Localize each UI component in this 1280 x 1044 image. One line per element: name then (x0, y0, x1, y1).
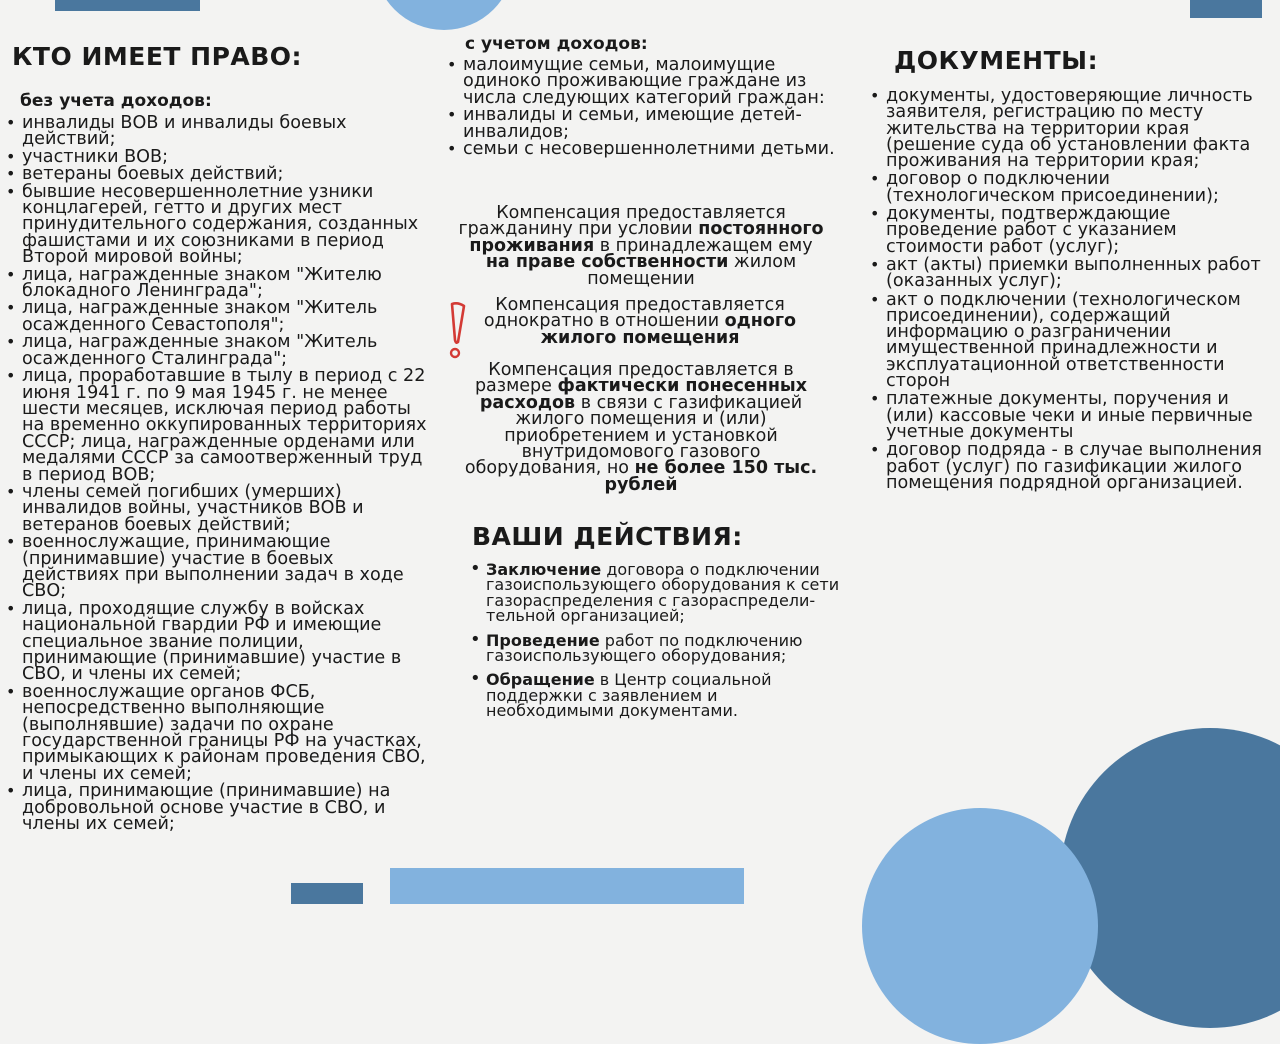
comp2-text-a: Компенсация предоставляется однократно в отношении (483, 295, 785, 332)
compensation-condition (455, 205, 827, 287)
document-item: • договор подряда - в случае выполнения работ (услуг) по газификации жилого помещения подрядной организацией. (868, 442, 1276, 491)
income-list (445, 57, 845, 158)
eligibility-item: • военнослужащие, принимающие (принимавшие) участие в боевых действиях при выполнении задач в ходе СВО; (4, 534, 432, 600)
eligibility-item: • лица, проходящие службу в войсках национальной гвардии РФ и имеющие специальное звание полиции, принимающие (принимавшие) участие в СВО, и члены их семей; (4, 601, 432, 683)
comp1-text-c: в принадлежащем ему (594, 235, 813, 256)
action-text: в Центр социальной поддержки с заявлением и необходимыми документами. (486, 670, 772, 721)
action-verb: Заключение (486, 560, 602, 579)
document-item: • договор о подключении (технологическом присоединении); (868, 171, 1276, 204)
eligibility-item: • ветераны боевых действий; (4, 166, 432, 182)
comp1-text-e: жилом помещении (587, 252, 797, 289)
eligibility-heading: КТО ИМЕЕТ ПРАВО: (12, 42, 303, 71)
eligibility-item: • лица, принимающие (принимавшие) на добровольной основе участие в СВО, и члены их семей; (4, 783, 432, 832)
document-item: • акт (акты) приемки выполненных работ (оказанных услуг); (868, 257, 1276, 290)
income-item: • инвалиды и семьи, имеющие детей-инвалидов; (445, 107, 845, 140)
eligibility-item: • лица, награжденные знаком "Житель осажденного Севастополя"; (4, 300, 432, 333)
eligibility-item: • участники ВОВ; (4, 149, 432, 165)
action-item (468, 562, 846, 624)
comp1-bold-d: на праве собственности (485, 252, 729, 273)
document-item: • документы, удостоверяющие личность заявителя, регистрацию по месту жительства на территории края (решение суда об установлении факта проживания на территории края; (868, 88, 1276, 169)
compensation-amount (455, 362, 827, 493)
eligibility-item: • бывшие несовершеннолетние узники концлагерей, гетто и других мест принудительного содержания, созданных фашистами и их союзниками в период Второй мировой войны; (4, 184, 432, 266)
comp3-bold-b: фактически понесенных расходов (479, 376, 808, 413)
document-item: • акт о подключении (технологическом присоединении), содержащий информацию о разграничении имущественной принадлежности и эксплуатационной ответственности сторон (868, 292, 1276, 390)
action-verb: Обращение (486, 670, 595, 690)
actions-heading: ВАШИ ДЕЙСТВИЯ: (472, 522, 743, 551)
compensation-once (460, 297, 820, 346)
document-item: • платежные документы, поручения и (или) кассовые чеки и иные первичные учетные документы (868, 391, 1276, 440)
action-text: договора о подключении газоиспользующего оборудования к сети газораспределения с газораспредели- тельной организацией; (486, 560, 840, 626)
actions-list (468, 562, 846, 728)
income-subheading: с учетом доходов: (465, 34, 648, 54)
action-verb: Проведение (486, 630, 600, 650)
comp3-bold-d: не более 150 тыс. рублей (604, 458, 818, 495)
action-item (468, 670, 846, 721)
documents-list (868, 88, 1276, 493)
eligibility-item: • члены семей погибших (умерших) инвалидов войны, участников ВОВ и ветеранов боевых действий; (4, 484, 432, 533)
eligibility-item: • инвалиды ВОВ и инвалиды боевых действий; (4, 115, 432, 148)
income-item: • малоимущие семьи, малоимущие одиноко проживающие граждане из числа следующих категорий граждан: (445, 57, 845, 106)
eligibility-item: • лица, награжденные знаком "Житель осажденного Сталинграда"; (4, 334, 432, 367)
comp1-text-a: Компенсация предоставляется гражданину при условии (458, 203, 786, 240)
comp1-bold-b: постоянного проживания (469, 219, 824, 256)
top-circle (374, 0, 514, 30)
document-item: • документы, подтверждающие проведение работ с указанием стоимости работ (услуг); (868, 206, 1276, 255)
comp3-text-a: Компенсация предоставляется в размере (474, 360, 794, 397)
eligibility-item: • лица, награжденные знаком "Жителю блокадного Ленинграда"; (4, 267, 432, 300)
eligibility-item: • лица, проработавшие в тылу в период с 22 июня 1941 г. по 9 мая 1945 г. не менее шести месяцев, исключая период работы на временно оккупированных территориях СССР; лица, награжденные орденами или медалями СССР за самоотверженный труд в период ВОВ; (4, 368, 432, 483)
top-left-bar (55, 0, 200, 11)
bottom-left-bar (291, 883, 363, 904)
no-income-subheading: без учета доходов: (20, 91, 212, 111)
top-right-bar (1190, 0, 1262, 18)
eligibility-item: • военнослужащие органов ФСБ, непосредственно выполняющие (выполнявшие) задачи по охране государственной границы РФ на участках, примыкающих к районам проведения СВО, и члены их семей; (4, 684, 432, 782)
bottom-center-bar (390, 868, 744, 904)
bottom-right-light-circle (862, 808, 1098, 1044)
comp2-bold-b: одного жилого помещения (540, 311, 797, 348)
bottom-right-dark-circle (1060, 728, 1280, 1028)
comp3-text-c: в связи с газификацией жилого помещения и (или) приобретением и установкой внутридомового газового оборудования, но (464, 392, 803, 479)
eligibility-list (4, 115, 432, 833)
income-item: • семьи с несовершеннолетними детьми. (445, 141, 845, 157)
action-item (468, 630, 846, 666)
action-text: работ по подключению газоиспользующего оборудования; (486, 630, 803, 666)
documents-heading: ДОКУМЕНТЫ: (894, 46, 1099, 75)
